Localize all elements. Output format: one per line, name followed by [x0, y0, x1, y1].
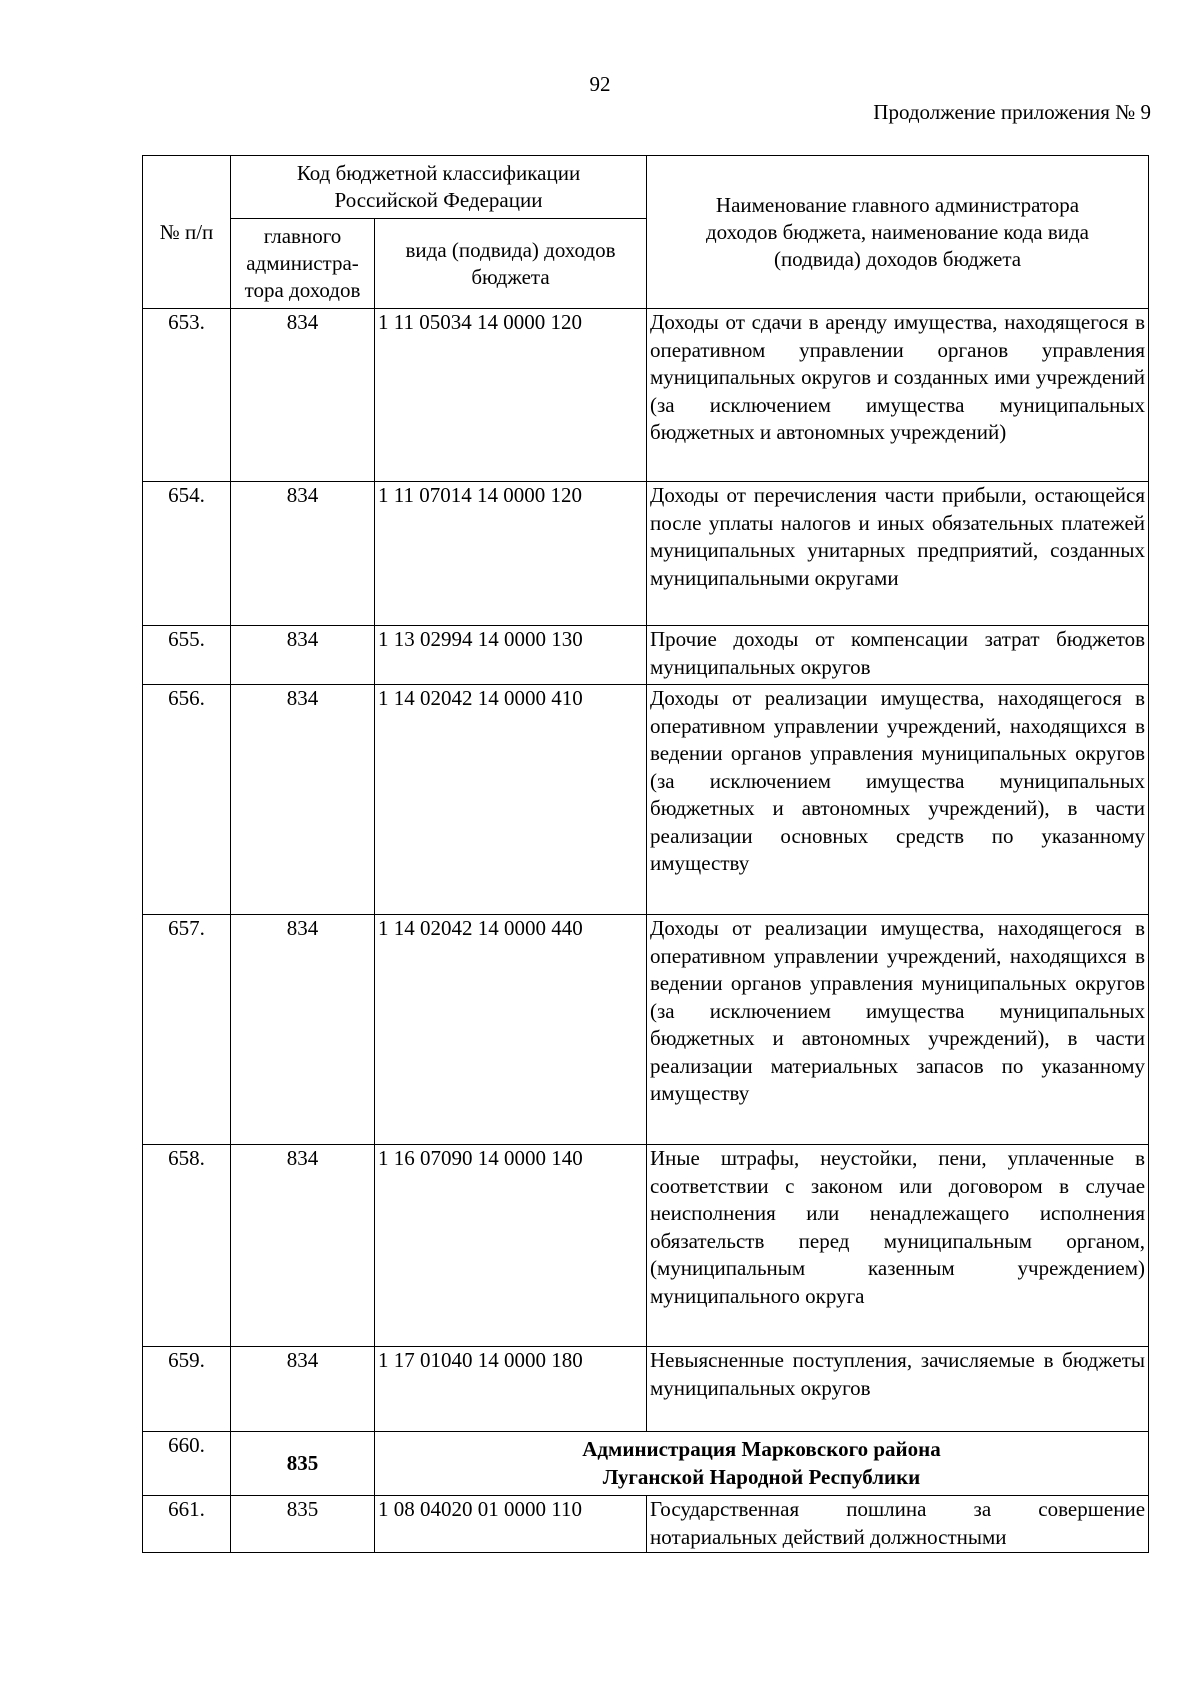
income-description: Доходы от реализации имущества, находящегося в оперативном управлении учреждений, находящихся в ведении органов управления муниципальных округов (за исключением имущества муниципальных бюджетных и автономных учреждений), в части реализации материальных запасов по указанному имуществу — [647, 915, 1149, 1145]
income-description: Прочие доходы от компенсации затрат бюджетов муниципальных округов — [647, 626, 1149, 685]
table-header — [143, 156, 1149, 309]
administrator-code: 835 — [231, 1496, 375, 1553]
administrator-code: 834 — [231, 1347, 375, 1432]
income-code: 1 11 07014 14 0000 120 — [375, 482, 647, 626]
income-code: 1 14 02042 14 0000 440 — [375, 915, 647, 1145]
table-body — [143, 309, 1149, 1553]
row-number: 657. — [143, 915, 231, 1145]
income-code: 1 08 04020 01 0000 110 — [375, 1496, 647, 1553]
header-classification-code: Код бюджетной классификации Российской Федерации — [231, 156, 647, 219]
table-row — [143, 309, 1149, 482]
table-row — [143, 1496, 1149, 1553]
row-number: 661. — [143, 1496, 231, 1553]
row-number: 655. — [143, 626, 231, 685]
table-row — [143, 482, 1149, 626]
income-description: Иные штрафы, неустойки, пени, уплаченные в соответствии с законом или договором в случае неисполнения или ненадлежащего исполнения обязательств перед муниципальным органом, (муниципальным казенным учреждением) муниципального округа — [647, 1145, 1149, 1347]
administrator-code: 834 — [231, 685, 375, 915]
income-code: 1 13 02994 14 0000 130 — [375, 626, 647, 685]
income-code: 1 17 01040 14 0000 180 — [375, 1347, 647, 1432]
header-row-number: № п/п — [143, 156, 231, 309]
header-main-administrator: главного администра- тора доходов — [231, 219, 375, 309]
income-description: Доходы от перечисления части прибыли, остающейся после уплаты налогов и иных обязательных платежей муниципальных унитарных предприятий, созданных муниципальными округами — [647, 482, 1149, 626]
income-description: Доходы от реализации имущества, находящегося в оперативном управлении учреждений, находящихся в ведении органов управления муниципальных округов (за исключением имущества муниципальных бюджетных и автономных учреждений), в части реализации основных средств по указанному имуществу — [647, 685, 1149, 915]
row-number: 658. — [143, 1145, 231, 1347]
header-administrator-name: Наименование главного администратора доходов бюджета, наименование кода вида (подвида) доходов бюджета — [647, 156, 1149, 309]
administrator-code: 834 — [231, 626, 375, 685]
row-number: 653. — [143, 309, 231, 482]
row-number: 660. — [143, 1432, 231, 1496]
table-row — [143, 685, 1149, 915]
administrator-code: 835 — [231, 1432, 375, 1496]
income-code: 1 16 07090 14 0000 140 — [375, 1145, 647, 1347]
table-row — [143, 626, 1149, 685]
administrator-heading-row — [143, 1432, 1149, 1496]
row-number: 654. — [143, 482, 231, 626]
row-number: 656. — [143, 685, 231, 915]
table-row — [143, 1145, 1149, 1347]
income-description: Невыясненные поступления, зачисляемые в бюджеты муниципальных округов — [647, 1347, 1149, 1432]
page-number: 92 — [589, 72, 611, 96]
header-income-type-code: вида (подвида) доходов бюджета — [375, 219, 647, 309]
income-code: 1 14 02042 14 0000 410 — [375, 685, 647, 915]
income-code: 1 11 05034 14 0000 120 — [375, 309, 647, 482]
administrator-title: Администрация Марковского района Луганской Народной Республики — [375, 1432, 1149, 1496]
administrator-code: 834 — [231, 309, 375, 482]
income-description: Государственная пошлина за совершение нотариальных действий должностными — [647, 1496, 1149, 1553]
administrator-code: 834 — [231, 482, 375, 626]
budget-classification-table — [142, 155, 1149, 1553]
administrator-code: 834 — [231, 1145, 375, 1347]
table-row — [143, 915, 1149, 1145]
administrator-code: 834 — [231, 915, 375, 1145]
table-row — [143, 1347, 1149, 1432]
row-number: 659. — [143, 1347, 231, 1432]
appendix-continuation-label: Продолжение приложения № 9 — [873, 100, 1151, 124]
income-description: Доходы от сдачи в аренду имущества, находящегося в оперативном управлении органов управления муниципальных округов и созданных ими учреждений (за исключением имущества муниципальных бюджетных и автономных учреждений) — [647, 309, 1149, 482]
